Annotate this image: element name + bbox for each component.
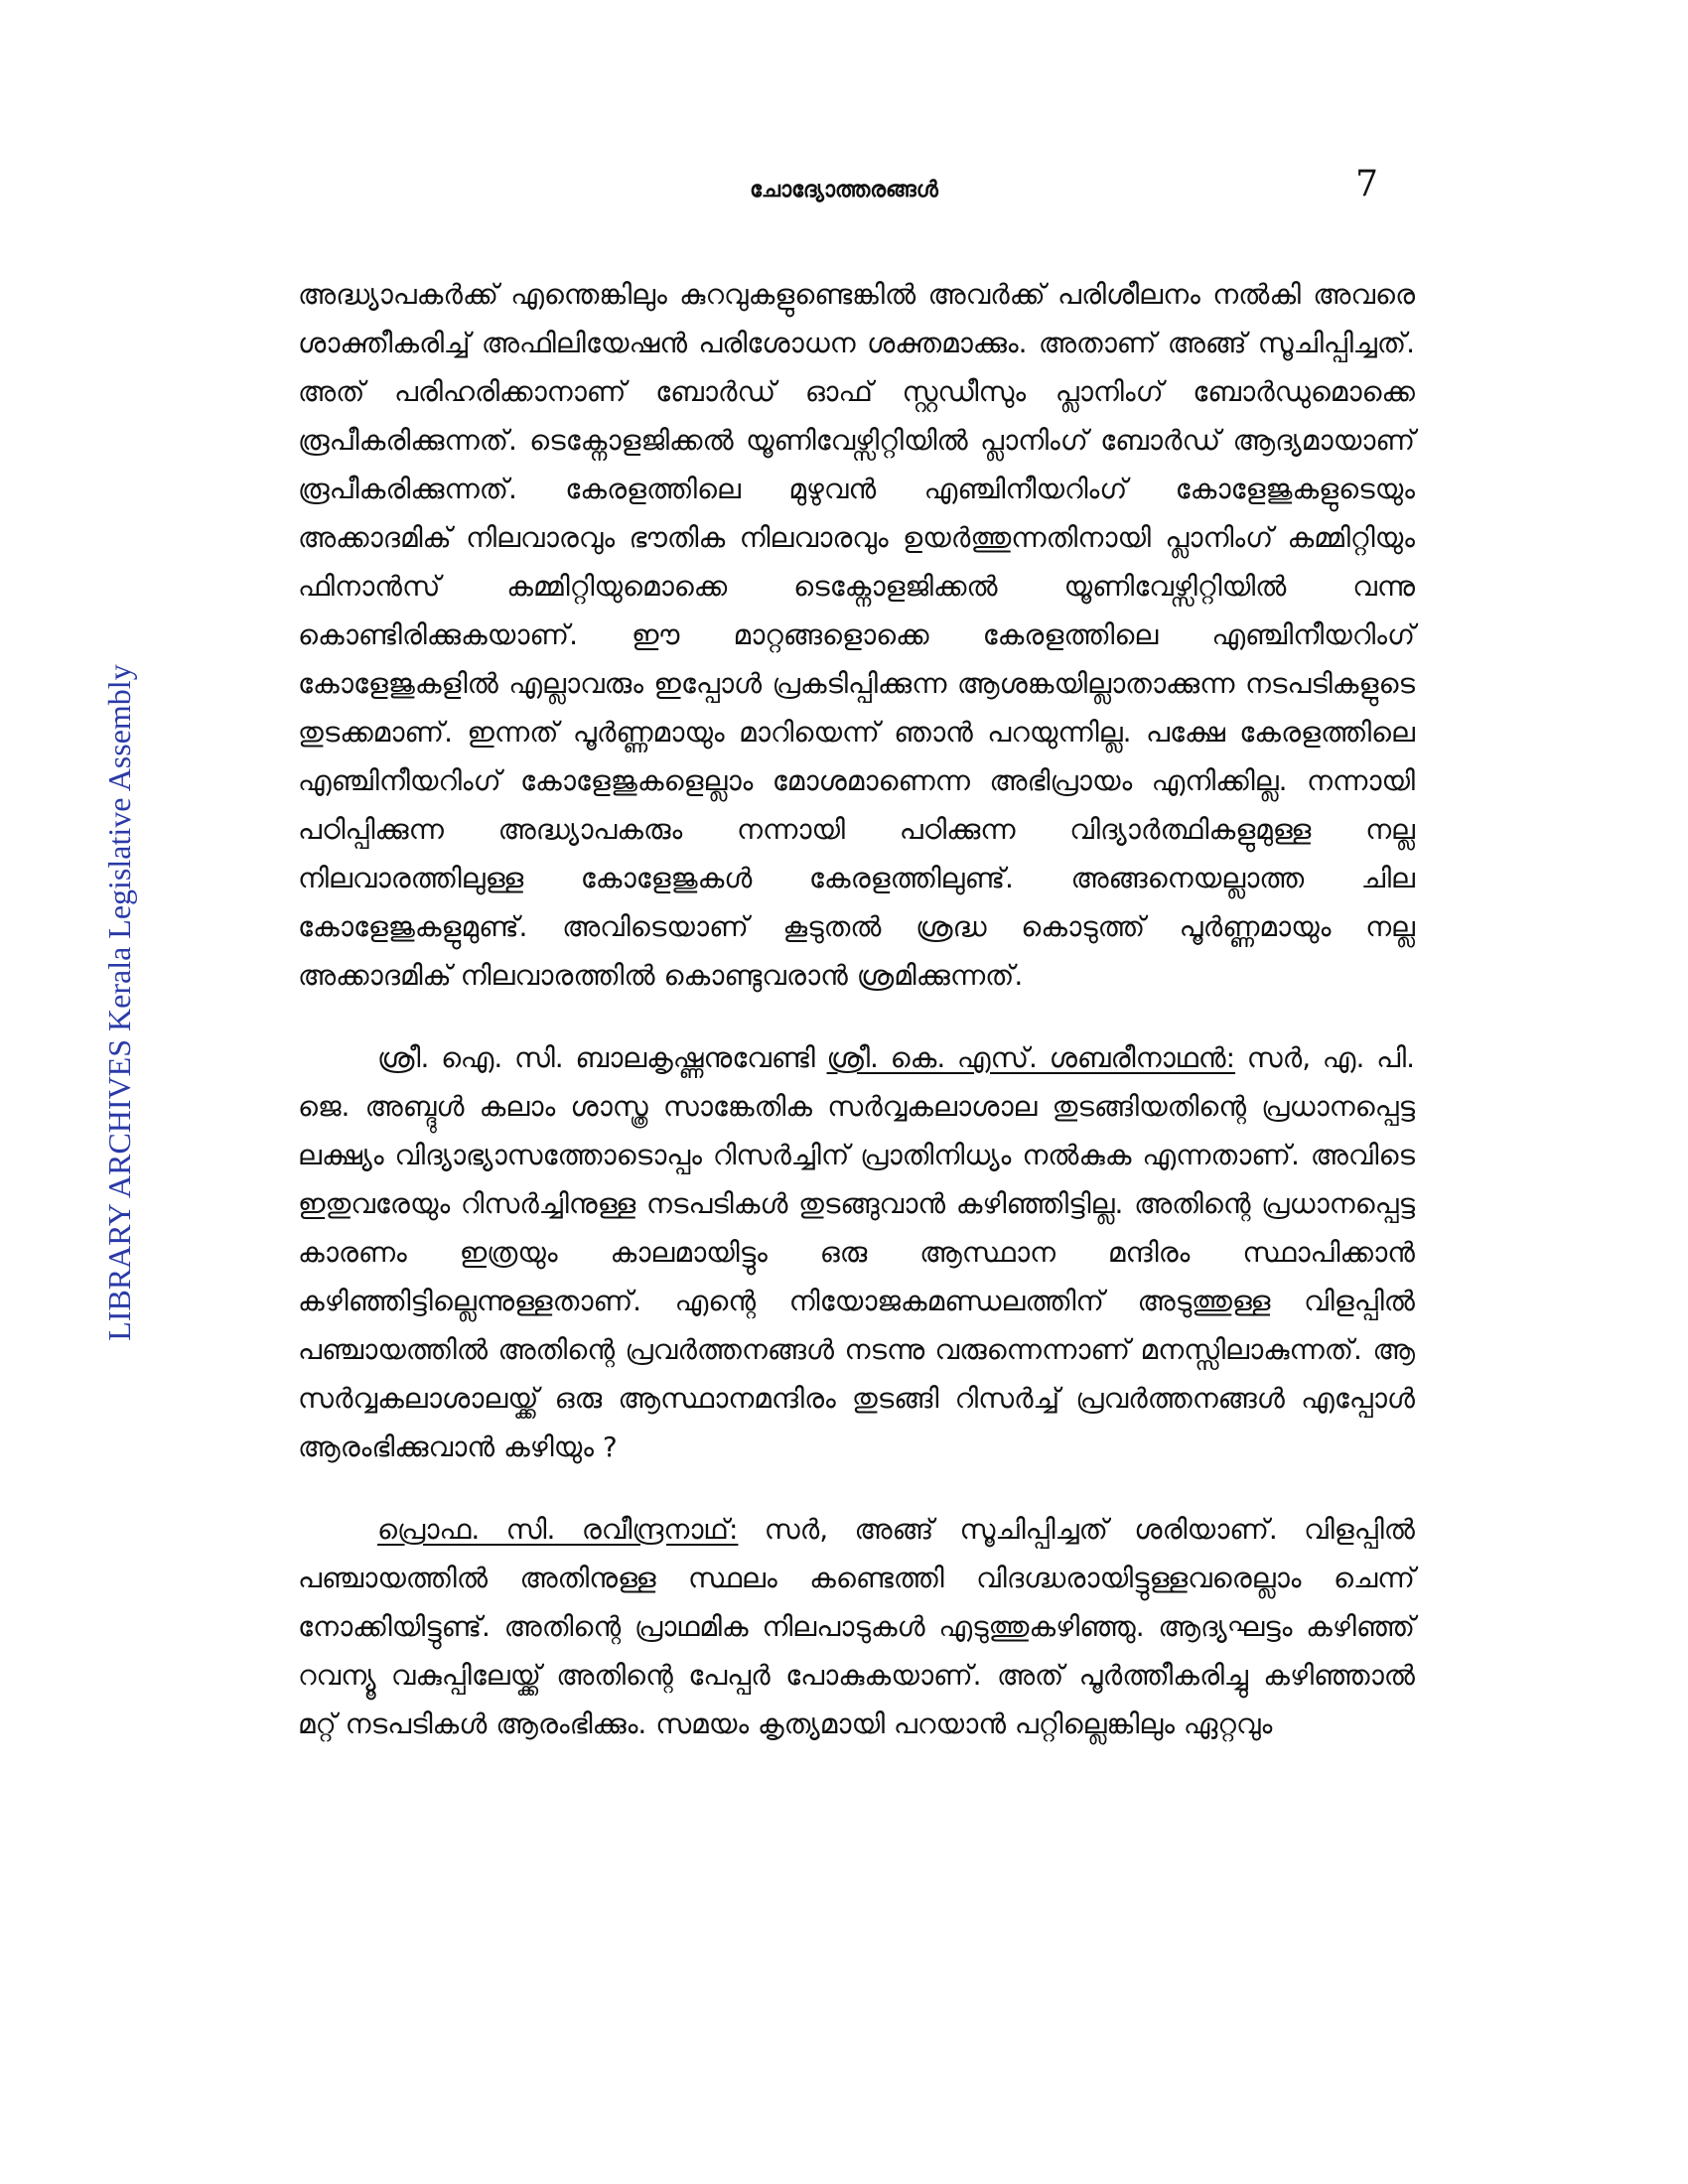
paragraph-question xyxy=(298,1033,1415,1471)
paragraph-answer xyxy=(298,1505,1415,1748)
speaker-name: ശ്രീ. കെ. എസ്. ശബരീനാഥൻ: xyxy=(826,1041,1236,1074)
running-header xyxy=(298,164,1390,210)
page-number: 7 xyxy=(1355,164,1378,205)
header-title: ചോദ്യോത്തരങ്ങൾ xyxy=(750,178,938,203)
paragraph-lead: ശ്രീ. ഐ. സി. ബാലകൃഷ്ണനുവേണ്ടി xyxy=(377,1041,827,1074)
paragraph-text: സർ, എ. പി. ജെ. അബ്ദുൾ കലാം ശാസ്ത്ര സാങ്കേതിക സർവ്വകലാശാല തുടങ്ങിയതിന്റെ പ്രധാനപ്പെട്ട ലക്ഷ്യം വിദ്യാഭ്യാസത്തോടൊപ്പം റിസർച്ചിന് പ്രാതിനിധ്യം നൽകുക എന്നതാണ്. അവിടെ ഇതുവരേയും റിസർച്ചിനുള്ള നടപടികൾ തുടങ്ങുവാൻ കഴിഞ്ഞിട്ടില്ല. അതിന്റെ പ്രധാനപ്പെട്ട കാരണം ഇത്രയും കാലമായിട്ടും ഒരു ആസ്ഥാന മന്ദിരം സ്ഥാപിക്കാൻ കഴിഞ്ഞിട്ടില്ലെന്നുള്ളതാണ്. എന്റെ നിയോജകമണ്ഡലത്തിന് അടുത്തുള്ള വിളപ്പിൽ പഞ്ചായത്തിൽ അതിന്റെ പ്രവർത്തനങ്ങൾ നടന്നു വരുന്നെന്നാണ് മനസ്സിലാകുന്നത്. ആ സർവ്വകലാശാലയ്ക്ക് ഒരു ആസ്ഥാനമന്ദിരം തുടങ്ങി റിസർച്ച് പ്രവർത്തനങ്ങൾ എപ്പോൾ ആരംഭിക്കുവാൻ കഴിയും ? xyxy=(298,1041,1415,1463)
speaker-name: പ്രൊഫ. സി. രവീന്ദ്രനാഥ്: xyxy=(377,1513,739,1546)
archive-watermark: LIBRARY ARCHIVES Kerala Legislative Assembly xyxy=(101,664,137,1341)
paragraph-answer-continued xyxy=(298,270,1415,1000)
paragraph-text: അദ്ധ്യാപകർക്ക് എന്തെങ്കിലും കുറവുകളുണ്ടെങ്കിൽ അവർക്ക് പരിശീലനം നൽകി അവരെ ശാക്തീകരിച്ച് അഫിലിയേഷൻ പരിശോധന ശക്തമാക്കും. അതാണ് അങ്ങ് സൂചിപ്പിച്ചത്. അത് പരിഹരിക്കാനാണ് ബോർഡ് ഓഫ് സ്റ്റഡീസും പ്ലാനിംഗ് ബോർഡുമൊക്കെ രൂപീകരിക്കുന്നത്. ടെക്നോളജിക്കൽ യൂണിവേഴ്സിറ്റിയിൽ പ്ലാനിംഗ് ബോർഡ് ആദ്യമായാണ് രൂപീകരിക്കുന്നത്. കേരളത്തിലെ മുഴുവൻ എഞ്ചിനീയറിംഗ് കോളേജുകളുടെയും അക്കാദമിക് നിലവാരവും ഭൗതിക നിലവാരവും ഉയർത്തുന്നതിനായി പ്ലാനിംഗ് കമ്മിറ്റിയും ഫിനാൻസ് കമ്മിറ്റിയുമൊക്കെ ടെക്നോളജിക്കൽ യൂണിവേഴ്സിറ്റിയിൽ വന്നു കൊണ്ടിരിക്കുകയാണ്. ഈ മാറ്റങ്ങളൊക്കെ കേരളത്തിലെ എഞ്ചിനീയറിംഗ് കോളേജുകളിൽ എല്ലാവരും ഇപ്പോൾ പ്രകടിപ്പിക്കുന്ന ആശങ്കയില്ലാതാക്കുന്ന നടപടികളുടെ തുടക്കമാണ്. ഇന്നത് പൂർണ്ണമായും മാറിയെന്ന് ഞാൻ പറയുന്നില്ല. പക്ഷേ കേരളത്തിലെ എഞ്ചിനീയറിംഗ് കോളേജുകളെല്ലാം മോശമാണെന്ന അഭിപ്രായം എനിക്കില്ല. നന്നായി പഠിപ്പിക്കുന്ന അദ്ധ്യാപകരും നന്നായി പഠിക്കുന്ന വിദ്യാർത്ഥികളുമുള്ള നല്ല നിലവാരത്തിലുള്ള കോളേജുകൾ കേരളത്തിലുണ്ട്. അങ്ങനെയല്ലാത്ത ചില കോളേജുകളുമുണ്ട്. അവിടെയാണ് കൂടുതൽ ശ്രദ്ധ കൊടുത്ത് പൂർണ്ണമായും നല്ല അക്കാദമിക് നിലവാരത്തിൽ കൊണ്ടുവരാൻ ശ്രമിക്കുന്നത്. xyxy=(298,278,1415,992)
paragraph-text: സർ, അങ്ങ് സൂചിപ്പിച്ചത് ശരിയാണ്. വിളപ്പിൽ പഞ്ചായത്തിൽ അതിനുള്ള സ്ഥലം കണ്ടെത്തി വിദഗ്ദ്ധരായിട്ടുള്ളവരെല്ലാം ചെന്ന് നോക്കിയിട്ടുണ്ട്. അതിന്റെ പ്രാഥമിക നിലപാടുകൾ എടുത്തുകഴിഞ്ഞു. ആദ്യഘട്ടം കഴിഞ്ഞ് റവന്യൂ വകുപ്പിലേയ്ക്ക് അതിന്റെ പേപ്പർ പോകുകയാണ്. അത് പൂർത്തീകരിച്ചു കഴിഞ്ഞാൽ മറ്റ് നടപടികൾ ആരംഭിക്കും. സമയം കൃത്യമായി പറയാൻ പറ്റില്ലെങ്കിലും ഏറ്റവും xyxy=(298,1513,1415,1740)
body-text xyxy=(298,270,1415,1748)
